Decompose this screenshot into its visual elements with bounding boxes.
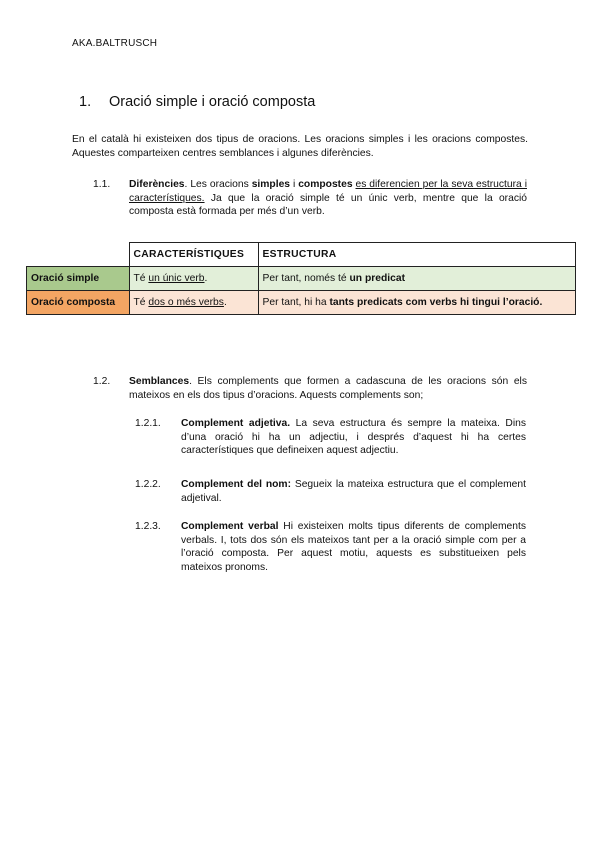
section-title: Diferències <box>129 179 185 190</box>
section-heading <box>79 94 315 110</box>
text-underlined: es diferencien per la seva estructura i característiques. <box>129 179 527 204</box>
section-title: Complement adjetiva. <box>181 418 291 429</box>
text-run: Té <box>133 297 149 308</box>
text-run: i <box>290 179 299 190</box>
text-run: Segueix la mateixa estructura que el complement adjetival. <box>181 479 526 504</box>
text-run: . Les oracions <box>184 179 252 190</box>
empty-cell <box>27 243 130 267</box>
heading-number: 1. <box>79 94 92 110</box>
section-text <box>181 478 526 505</box>
table-header-row <box>27 243 576 267</box>
section-number: 1.2.1. <box>135 418 161 429</box>
table-cell <box>129 291 258 315</box>
section-text <box>181 417 526 458</box>
section-title: Complement del nom: <box>181 479 292 490</box>
column-header: ESTRUCTURA <box>258 243 575 267</box>
document-header: AKA.BALTRUSCH <box>72 38 158 49</box>
table-cell <box>129 267 258 291</box>
row-label: Oració composta <box>27 291 130 315</box>
table-row <box>27 291 576 315</box>
table-cell <box>258 267 575 291</box>
intro-paragraph: En el català hi existeixen dos tipus de oracions. Les oracions simples i les oracions compostes. Aquestes comparteixen centres semblances i algunes diferències. <box>72 134 528 159</box>
text-run: Per tant, només té <box>262 273 350 284</box>
heading-title: Oració simple i oració composta <box>109 94 316 110</box>
section-title: Semblances <box>129 376 190 387</box>
section-number: 1.2. <box>93 376 111 387</box>
section-text <box>129 375 527 402</box>
text-run: . Els complements que formen a cadascuna de les oracions són els mateixos en els dos tipus d’oracions. Aquests complements son; <box>129 376 527 401</box>
text-run: La seva estructura és sempre la mateixa. Dins d’una oració hi ha un adjectiu, i després d’aquest hi ha certes característiques que defineixen aquest adjectiu. <box>181 418 526 457</box>
section-number: 1.2.3. <box>135 521 161 532</box>
column-header: CARACTERÍSTIQUES <box>129 243 258 267</box>
text-underlined: dos o més verbs <box>148 297 224 308</box>
section-text <box>129 178 527 219</box>
text-run: . <box>223 297 227 308</box>
text-run: Té <box>133 273 149 284</box>
text-bold: compostes <box>298 179 353 190</box>
table-row <box>27 267 576 291</box>
row-label: Oració simple <box>27 267 130 291</box>
text-underlined: un únic verb <box>148 273 205 284</box>
section-number: 1.2.2. <box>135 479 161 490</box>
text-run: . <box>204 273 208 284</box>
text-run: Ja que la oració simple té un únic verb, mentre que la oració composta està formada per més d’un verb. <box>129 192 527 218</box>
text-bold: un predicat <box>349 273 405 284</box>
comparison-table <box>26 242 576 315</box>
text-bold: tants predicats com verbs hi tingui l’oració. <box>329 297 543 308</box>
section-text <box>181 520 526 574</box>
text-run: Hi existeixen molts tipus diferents de complements verbals. I, tots dos són els mateixos tant per a la oració simple com per a l’oració composta. Per aquest motiu, aquests es substitueixen pels mateixos pronoms. <box>181 521 526 573</box>
table-cell <box>258 291 575 315</box>
text-run: Per tant, hi ha <box>262 297 330 308</box>
text-bold: simples <box>251 179 291 190</box>
section-title: Complement verbal <box>181 521 279 532</box>
section-number: 1.1. <box>93 179 111 190</box>
